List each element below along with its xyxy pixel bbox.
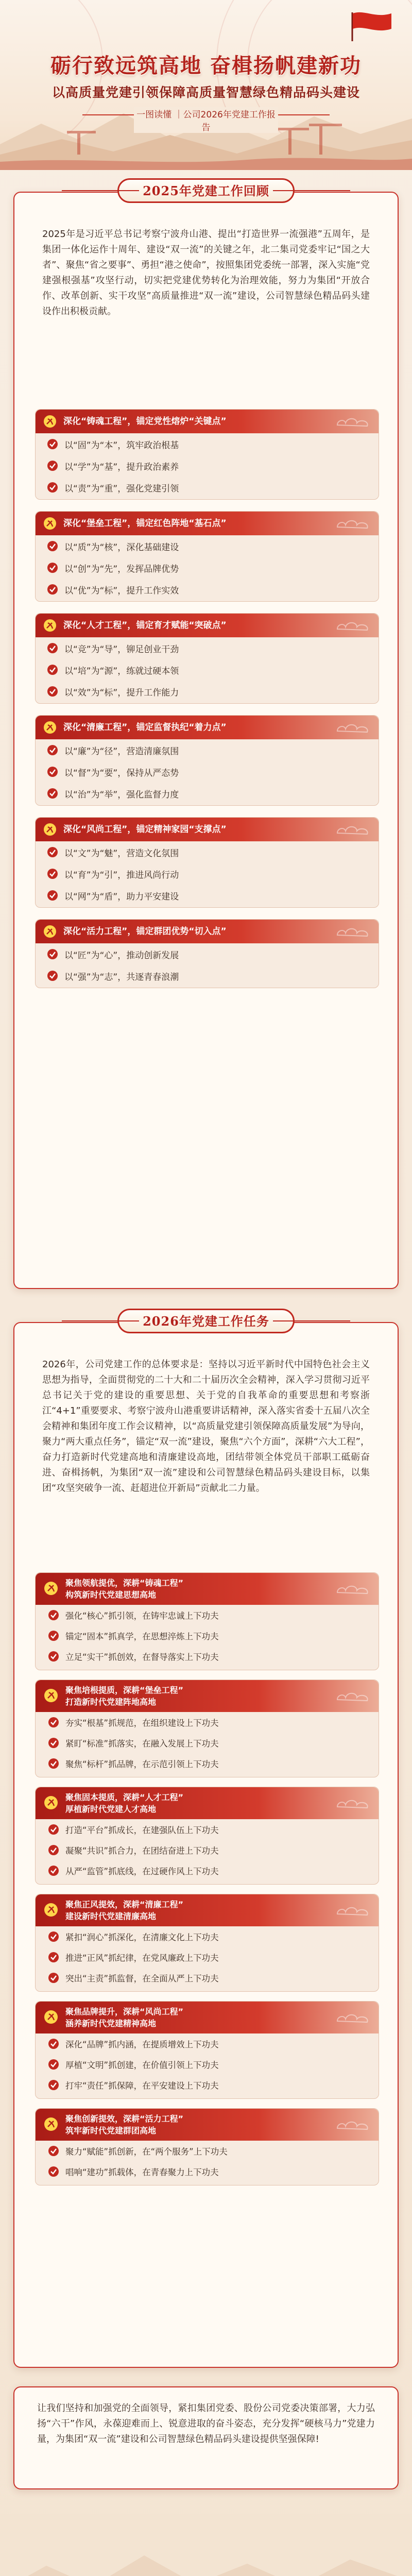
list-item-text: 以“治”为“举”，强化监督力度 xyxy=(64,789,179,800)
list-item-text: 以“责”为“重”，强化党建引领 xyxy=(64,483,179,494)
check-icon xyxy=(48,2079,59,2091)
cloud-pattern-icon xyxy=(335,1689,371,1703)
review-block-3 xyxy=(35,613,379,704)
check-icon xyxy=(47,970,58,981)
list-item-text: 以“廉”为“径”，营造清廉氛围 xyxy=(64,746,179,757)
cloud-pattern-icon xyxy=(335,517,371,530)
task-block-header xyxy=(36,1573,379,1605)
list-item-text: 以“固”为“本”，筑牢政治根基 xyxy=(64,440,179,451)
tagline: 一图读懂 ｜公司2026年党建工作报告 xyxy=(134,107,278,133)
list-item-text: 以“文”为“魅”，营造文化氛围 xyxy=(64,848,179,859)
task-block-subtitle: 涵养新时代党建精神高地 xyxy=(65,2019,157,2028)
list-item-text: 紧扣“润心”抓深化，在清廉文化上下功夫 xyxy=(65,1933,219,1942)
list-item xyxy=(36,885,379,906)
list-item-text: 突出“主责”抓监督，在全面从严上下功夫 xyxy=(65,1974,219,1984)
closing-paragraph: 让我们坚持和加强党的全面领导，紧扣集团党委、股份公司党委决策部署，大力弘扬“六干”作风，永葆迎难而上、锐意进取的奋斗姿态，充分发挥“硬核马力”党建力量，为集团“双一流”建设和公司智慧绿色精品码头建设提供坚强保障! xyxy=(13,2386,399,2489)
footer xyxy=(0,2514,412,2576)
check-icon xyxy=(48,1609,59,1621)
list-item xyxy=(36,455,379,477)
list-item xyxy=(36,2161,379,2182)
list-item xyxy=(36,863,379,885)
list-item-text: 厚植“文明”抓创建，在价值引领上下功夫 xyxy=(65,2060,219,2070)
task-block-subtitle: 建设新时代党建清廉高地 xyxy=(65,1911,157,1921)
tasks-section xyxy=(13,1322,399,2368)
party-emblem-icon xyxy=(43,823,57,836)
list-item-text: 强化“核心”抓引领，在铸牢忠诚上下功夫 xyxy=(65,1611,219,1621)
list-item xyxy=(36,1840,379,1860)
list-item-text: 锚定“固本”抓真学，在思想淬炼上下功夫 xyxy=(65,1632,219,1641)
review-block-4 xyxy=(35,715,379,806)
check-icon xyxy=(47,664,58,675)
list-item xyxy=(36,2033,379,2054)
cloud-pattern-icon xyxy=(335,619,371,632)
check-icon xyxy=(48,1865,59,1876)
list-item-text: 打造“平台”抓成长，在建强队伍上下功夫 xyxy=(65,1825,219,1835)
party-emblem-icon xyxy=(43,415,57,428)
check-icon xyxy=(48,2166,59,2177)
list-item-text: 夯实“根基”抓规范，在组织建设上下功夫 xyxy=(65,1718,219,1728)
cloud-pattern-icon xyxy=(335,415,371,428)
check-icon xyxy=(47,868,58,879)
list-item-text: 以“效”为“标”，提升工作能力 xyxy=(64,687,179,698)
list-item xyxy=(36,1947,379,1968)
check-icon xyxy=(47,482,58,493)
check-icon xyxy=(48,1717,59,1728)
list-item-text: 聚焦“标杆”抓品牌，在示范引领上下功夫 xyxy=(65,1759,219,1769)
check-icon xyxy=(47,744,58,756)
check-icon xyxy=(47,438,58,450)
list-item-text: 以“匠”为“心”，推动创新发展 xyxy=(64,950,179,961)
list-item xyxy=(36,943,379,965)
party-emblem-icon xyxy=(43,925,57,938)
check-icon xyxy=(48,1844,59,1856)
task-block-header xyxy=(36,2109,379,2141)
list-item xyxy=(36,783,379,804)
task-block-6 xyxy=(35,2108,379,2185)
review-heading xyxy=(0,178,412,203)
check-icon xyxy=(47,846,58,858)
check-icon xyxy=(47,890,58,901)
party-emblem-icon xyxy=(44,1581,58,1596)
task-block-5 xyxy=(35,2001,379,2099)
list-item xyxy=(36,1646,379,1667)
task-block-2 xyxy=(35,1680,379,1777)
list-item xyxy=(36,477,379,498)
list-item xyxy=(36,739,379,761)
party-emblem-icon xyxy=(43,619,57,632)
party-emblem-icon xyxy=(44,1688,58,1703)
divider xyxy=(273,1320,350,1321)
review-block-title: 深化“铸魂工程”，锚定党性熔炉“关键点” xyxy=(63,416,227,427)
review-block-header xyxy=(36,614,379,637)
review-block-6 xyxy=(35,919,379,988)
task-block-title: 聚焦领航提优，深耕“铸魂工程” xyxy=(65,1578,184,1588)
task-block-1 xyxy=(35,1572,379,1670)
check-icon xyxy=(47,562,58,573)
list-item xyxy=(36,659,379,681)
task-block-subtitle: 筑牢新时代党建群团高地 xyxy=(65,2126,157,2136)
port-skyline-illustration xyxy=(0,2514,412,2576)
list-item-text: 以“督”为“要”，保持从严态势 xyxy=(64,768,179,778)
list-item-text: 以“创”为“先”，发挥品牌优势 xyxy=(64,564,179,574)
check-icon xyxy=(47,766,58,777)
list-item xyxy=(36,579,379,600)
task-block-title: 聚焦培根提质，深耕“堡垒工程” xyxy=(65,1685,184,1695)
list-item xyxy=(36,2054,379,2075)
cloud-pattern-icon xyxy=(335,925,371,938)
review-block-1 xyxy=(35,409,379,500)
review-block-header xyxy=(36,716,379,739)
review-block-header xyxy=(36,512,379,535)
divider xyxy=(62,1320,139,1321)
task-block-header xyxy=(36,1894,379,1926)
divider xyxy=(273,190,350,191)
check-icon xyxy=(48,1651,59,1662)
list-item xyxy=(36,637,379,659)
section-title: 2026年党建工作任务 xyxy=(117,1309,295,1333)
check-icon xyxy=(48,1931,59,1942)
list-item xyxy=(36,1753,379,1774)
list-item xyxy=(36,1926,379,1947)
list-item xyxy=(36,965,379,987)
flag-icon xyxy=(349,11,393,41)
party-emblem-icon xyxy=(44,2117,58,2131)
list-item-text: 以“网”为“盾”，助力平安建设 xyxy=(64,891,179,902)
task-block-header xyxy=(36,2002,379,2033)
party-emblem-icon xyxy=(44,2010,58,2024)
check-icon xyxy=(48,1952,59,1963)
list-item xyxy=(36,841,379,863)
list-item xyxy=(36,1712,379,1733)
check-icon xyxy=(47,642,58,654)
check-icon xyxy=(47,948,58,960)
cloud-pattern-icon xyxy=(335,2011,371,2024)
cloud-pattern-icon xyxy=(335,2118,371,2131)
review-block-header xyxy=(36,920,379,943)
list-item-text: 聚力“赋能”抓创新，在“两个服务”上下功夫 xyxy=(65,2147,228,2157)
hero-banner xyxy=(0,0,412,170)
list-item xyxy=(36,535,379,557)
task-block-subtitle: 厚植新时代党建人才高地 xyxy=(65,1804,157,1814)
list-item xyxy=(36,1968,379,1988)
list-item xyxy=(36,1860,379,1881)
list-item-text: 以“竞”为“导”，铆足创业干劲 xyxy=(64,644,179,655)
list-item-text: 以“学”为“基”，提升政治素养 xyxy=(64,462,179,472)
task-block-header xyxy=(36,1787,379,1819)
check-icon xyxy=(48,1972,59,1984)
list-item-text: 从严“监管”抓底线，在过硬作风上下功夫 xyxy=(65,1867,219,1876)
party-emblem-icon xyxy=(44,1795,58,1810)
list-item xyxy=(36,1625,379,1646)
cloud-pattern-icon xyxy=(335,1904,371,1917)
task-block-subtitle: 构筑新时代党建思想高地 xyxy=(65,1590,157,1600)
review-block-5 xyxy=(35,817,379,908)
check-icon xyxy=(47,584,58,595)
check-icon xyxy=(47,686,58,697)
list-item xyxy=(36,1733,379,1753)
check-icon xyxy=(48,1758,59,1769)
list-item-text: 凝聚“共识”抓合力，在团结奋进上下功夫 xyxy=(65,1846,219,1856)
list-item-text: 以“优”为“标”，提升工作实效 xyxy=(64,585,179,596)
cloud-pattern-icon xyxy=(335,1582,371,1596)
review-block-header xyxy=(36,818,379,841)
cloud-pattern-icon xyxy=(335,1797,371,1810)
party-emblem-icon xyxy=(43,721,57,734)
check-icon xyxy=(48,2145,59,2157)
review-block-2 xyxy=(35,511,379,602)
task-block-4 xyxy=(35,1894,379,1992)
divider xyxy=(62,190,139,191)
list-item-text: 打牢“责任”抓保障，在平安建设上下功夫 xyxy=(65,2081,219,2091)
review-block-title: 深化“风尚工程”，锚定精神家园“支撑点” xyxy=(63,824,227,835)
page-subtitle: 以高质量党建引领保障高质量智慧绿色精品码头建设 xyxy=(52,85,360,100)
task-block-title: 聚焦固本提质，深耕“人才工程” xyxy=(65,1792,184,1802)
review-block-title: 深化“活力工程”，锚定群团优势“切入点” xyxy=(63,926,227,937)
review-block-title: 深化“堡垒工程”，锚定红色阵地“基石点” xyxy=(63,518,227,529)
review-section xyxy=(13,192,399,1289)
tasks-heading xyxy=(0,1309,412,1333)
task-block-subtitle: 打造新时代党建阵地高地 xyxy=(65,1697,157,1707)
list-item xyxy=(36,761,379,783)
party-emblem-icon xyxy=(43,517,57,530)
list-item-text: 推进“正风”抓纪律，在党风廉政上下功夫 xyxy=(65,1953,219,1963)
check-icon xyxy=(48,1824,59,1835)
review-block-title: 深化“清廉工程”，锚定监督执纪“着力点” xyxy=(63,722,227,733)
list-item-text: 以“育”为“引”，推进风尚行动 xyxy=(64,870,179,880)
list-item-text: 立足“实干”抓创效，在督导落实上下功夫 xyxy=(65,1652,219,1662)
task-block-title: 聚焦正风提效，深耕“清廉工程” xyxy=(65,1900,184,1909)
tasks-intro: 2026年，公司党建工作的总体要求是：坚持以习近平新时代中国特色社会主义思想为指导，全面贯彻党的二十大和二十届历次全会精神，深入学习贯彻习近平总书记关于党的建设的重要思想、关于党的自我革命的重要思想和考察浙江“4+1”重要要求、考察宁波舟山港重要讲话精神，深入落实省委十五届八次全会精神和集团年度工作会议精神，以“高质量党建引领保障高质量发展”为导向，聚力“两大重点任务”，锚定“双一流”建设，聚焦“六个方面”，深耕“六大工程”，奋力打造新时代党建高地和清廉建设高地，团结带领全体党员干部职工砥砺奋进、奋楫扬帆，为集团“双一流”建设和公司智慧绿色精品码头建设目标，以集团“攻坚突破争一流、赶超进位开新局”贡献北二力量。 xyxy=(42,1359,370,1494)
check-icon xyxy=(47,460,58,471)
list-item xyxy=(36,1605,379,1625)
page-title: 砺行致远筑高地 奋楫扬帆建新功 xyxy=(50,54,362,78)
task-block-title: 聚焦创新提效，深耕“活力工程” xyxy=(65,2114,184,2124)
check-icon xyxy=(48,1737,59,1749)
list-item xyxy=(36,681,379,702)
check-icon xyxy=(47,788,58,799)
task-block-title: 聚焦品牌提升，深耕“风尚工程” xyxy=(65,2007,184,2016)
check-icon xyxy=(48,1630,59,1641)
task-block-header xyxy=(36,1680,379,1712)
list-item xyxy=(36,557,379,579)
list-item-text: 唱响“建功”抓载体，在青春聚力上下功夫 xyxy=(65,2167,219,2177)
task-block-3 xyxy=(35,1787,379,1885)
section-title: 2025年党建工作回顾 xyxy=(117,178,295,203)
list-item-text: 深化“品牌”抓内涵，在提质增效上下功夫 xyxy=(65,2040,219,2049)
cloud-pattern-icon xyxy=(335,721,371,734)
check-icon xyxy=(48,2038,59,2049)
cloud-pattern-icon xyxy=(335,823,371,836)
list-item-text: 紧盯“标准”抓落实，在融入发展上下功夫 xyxy=(65,1739,219,1749)
check-icon xyxy=(47,540,58,552)
list-item xyxy=(36,2141,379,2161)
review-block-title: 深化“人才工程”，锚定育才赋能“突破点” xyxy=(63,620,227,631)
list-item-text: 以“质”为“核”，深化基础建设 xyxy=(64,542,179,553)
list-item xyxy=(36,2075,379,2095)
review-intro: 2025年是习近平总书记考察宁波舟山港、提出“打造世界一流强港”五周年，是集团一体化运作十周年、建设“双一流”的关键之年，北二集司党委牢记“国之大者”、聚焦“省之要事”、勇担“港之使命”，按照集团党委统一部署，深入实施“党建强根强基”攻坚行动，切实把党建优势转化为治理效能，努力为集团“开放合作、改革创新、实干攻坚”高质量推进“双一流”建设，公司智慧绿色精品码头建设作出积极贡献。 xyxy=(42,229,370,317)
list-item xyxy=(36,1819,379,1840)
list-item-text: 以“培”为“源”，练就过硬本领 xyxy=(64,666,179,676)
check-icon xyxy=(48,2059,59,2070)
review-block-header xyxy=(36,410,379,433)
party-emblem-icon xyxy=(44,1903,58,1917)
list-item xyxy=(36,433,379,455)
list-item-text: 以“强”为“志”，共逐青春浪潮 xyxy=(64,972,179,982)
